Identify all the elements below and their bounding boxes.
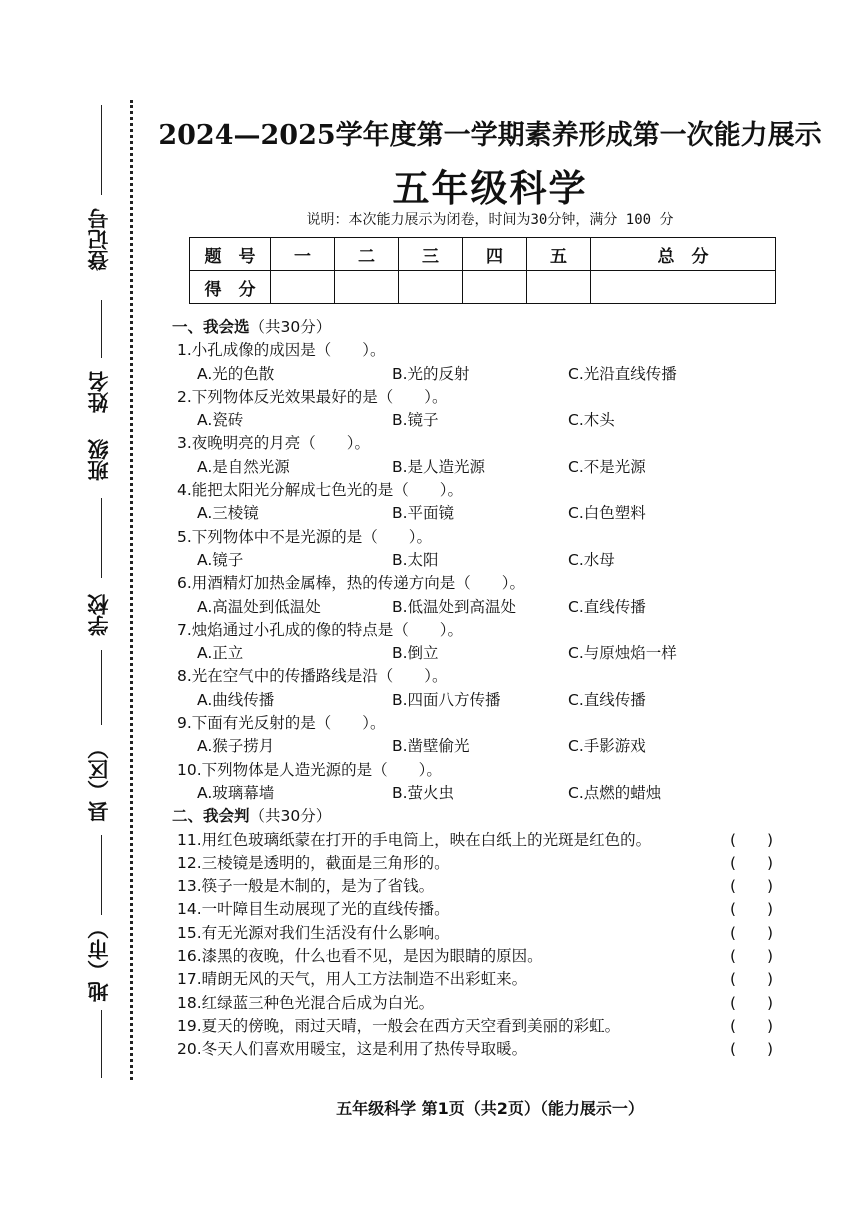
question-content: [172, 316, 792, 1062]
section-2-heading: 二、我会判: [172, 807, 250, 826]
option-row: [172, 782, 792, 805]
county-label: 县（区）: [87, 738, 111, 822]
section-1-points: （共30分）: [249, 318, 332, 336]
option-c[interactable]: C.直线传播: [568, 690, 646, 709]
option-row: [172, 409, 792, 432]
option-row: [172, 363, 792, 386]
option-b[interactable]: B.低温处到高温处: [392, 597, 517, 616]
judge-item: [172, 875, 792, 898]
score-cell[interactable]: [271, 271, 335, 304]
option-row: [172, 735, 792, 758]
score-cell[interactable]: [463, 271, 527, 304]
score-header-cell: 二: [335, 238, 399, 271]
score-header-total: 总 分: [591, 238, 776, 271]
option-c[interactable]: C.点燃的蜡烛: [568, 783, 662, 802]
score-row-label: 得 分: [190, 271, 271, 304]
judge-statement: 14.一叶障目生动展现了光的直线传播。: [177, 900, 450, 919]
option-a[interactable]: A.镜子: [197, 550, 244, 569]
class-label: 班级: [87, 439, 111, 481]
option-b[interactable]: B.凿壁偷光: [392, 737, 470, 756]
judge-statement: 11.用红色玻璃纸蒙在打开的手电筒上，映在白纸上的光斑是红色的。: [177, 830, 652, 849]
option-a[interactable]: A.瓷砖: [197, 411, 244, 430]
question-stem: 1.小孔成像的成因是（ ）。: [177, 341, 386, 360]
option-row: [172, 642, 792, 665]
answer-parentheses[interactable]: ( ): [730, 877, 774, 896]
city-blank[interactable]: [101, 1010, 102, 1078]
judge-statement: 12.三棱镜是透明的，截面是三角形的。: [177, 853, 450, 872]
judge-item: [172, 922, 792, 945]
option-row: [172, 456, 792, 479]
judge-statement: 13.筷子一般是木制的，是为了省钱。: [177, 877, 435, 896]
answer-parentheses[interactable]: ( ): [730, 993, 774, 1012]
answer-parentheses[interactable]: ( ): [730, 923, 774, 942]
judge-statement: 20.冬天人们喜欢用暖宝，这是利用了热传导取暖。: [177, 1040, 528, 1059]
option-c[interactable]: C.木头: [568, 411, 615, 430]
judge-item: [172, 945, 792, 968]
option-a[interactable]: A.正立: [197, 644, 244, 663]
option-c[interactable]: C.与原烛焰一样: [568, 644, 677, 663]
school-label: 学校: [87, 594, 111, 636]
section-2-title: [172, 805, 792, 828]
judge-item: [172, 1015, 792, 1038]
option-c[interactable]: C.直线传播: [568, 597, 646, 616]
question-stem: 5.下列物体中不是光源的是（ ）。: [177, 527, 433, 546]
true-false-list: [172, 829, 792, 1062]
option-c[interactable]: C.水母: [568, 550, 615, 569]
score-header-cell: 三: [399, 238, 463, 271]
subject-title: 五年级科学: [392, 166, 588, 210]
name-label: 姓名: [87, 371, 111, 413]
option-row: [172, 502, 792, 525]
judge-statement: 17.晴朗无风的天气，用人工方法制造不出彩虹来。: [177, 970, 528, 989]
judge-item: [172, 898, 792, 921]
score-header-cell: 四: [463, 238, 527, 271]
option-b[interactable]: B.光的反射: [392, 364, 470, 383]
registration-blank[interactable]: [101, 105, 102, 195]
school-blank[interactable]: [101, 650, 102, 725]
option-a[interactable]: A.玻璃幕墙: [197, 783, 275, 802]
option-c[interactable]: C.光沿直线传播: [568, 364, 677, 383]
score-value-row: [190, 271, 776, 304]
answer-parentheses[interactable]: ( ): [730, 947, 774, 966]
judge-statement: 16.漆黑的夜晚，什么也看不见，是因为眼睛的原因。: [177, 947, 543, 966]
option-row: [172, 549, 792, 572]
binding-dotted-line: [130, 100, 133, 1080]
option-b[interactable]: B.平面镜: [392, 504, 455, 523]
exam-title: 2024—2025学年度第一学期素养形成第一次能力展示: [158, 120, 822, 151]
question-stem: 8.光在空气中的传播路线是沿（ ）。: [177, 667, 448, 686]
option-a[interactable]: A.曲线传播: [197, 690, 275, 709]
registration-label: 登记号: [87, 208, 111, 272]
score-header-cell: 一: [271, 238, 335, 271]
page-footer: 五年级科学 第1页（共2页）（能力展示一）: [336, 1099, 644, 1118]
score-header-label: 题 号: [190, 238, 271, 271]
score-cell[interactable]: [527, 271, 591, 304]
judge-item: [172, 968, 792, 991]
option-row: [172, 596, 792, 619]
section-2-points: （共30分）: [249, 807, 332, 826]
exam-note: 说明：本次能力展示为闭卷，时间为30分钟，满分 100 分: [306, 212, 674, 228]
option-a[interactable]: A.是自然光源: [197, 457, 290, 476]
question-stem: 6.用酒精灯加热金属棒，热的传递方向是（ ）。: [177, 574, 526, 593]
score-total-cell[interactable]: [591, 271, 776, 304]
section-1-title: [172, 316, 792, 339]
judge-statement: 19.夏天的傍晚，雨过天晴，一般会在西方天空看到美丽的彩虹。: [177, 1016, 621, 1035]
option-row: [172, 689, 792, 712]
score-header-row: [190, 238, 776, 271]
option-b[interactable]: B.倒立: [392, 644, 439, 663]
judge-item: [172, 992, 792, 1015]
answer-parentheses[interactable]: ( ): [730, 830, 774, 849]
answer-parentheses[interactable]: ( ): [730, 1040, 774, 1059]
judge-item: [172, 829, 792, 852]
option-b[interactable]: B.四面八方传播: [392, 690, 501, 709]
class-blank[interactable]: [101, 498, 102, 578]
option-a[interactable]: A.猴子捞月: [197, 737, 275, 756]
score-table: [189, 237, 776, 304]
question-stem: 4.能把太阳光分解成七色光的是（ ）。: [177, 481, 464, 500]
option-b[interactable]: B.萤火虫: [392, 783, 455, 802]
option-b[interactable]: B.镜子: [392, 411, 439, 430]
multiple-choice-list: [172, 339, 792, 805]
answer-parentheses[interactable]: ( ): [730, 900, 774, 919]
question-stem: 7.烛焰通过小孔成的像的特点是（ ）。: [177, 620, 464, 639]
score-header-cell: 五: [527, 238, 591, 271]
score-cell[interactable]: [335, 271, 399, 304]
answer-parentheses[interactable]: ( ): [730, 970, 774, 989]
answer-parentheses[interactable]: ( ): [730, 1016, 774, 1035]
option-a[interactable]: A.高温处到低温处: [197, 597, 321, 616]
option-a[interactable]: A.三棱镜: [197, 504, 259, 523]
score-cell[interactable]: [399, 271, 463, 304]
name-blank[interactable]: [101, 300, 102, 358]
section-1-heading: 一、我会选: [172, 318, 250, 336]
option-a[interactable]: A.光的色散: [197, 364, 275, 383]
judge-statement: 18.红绿蓝三种色光混合后成为白光。: [177, 993, 435, 1012]
option-b[interactable]: B.太阳: [392, 550, 439, 569]
county-blank[interactable]: [101, 835, 102, 915]
question-stem: 3.夜晚明亮的月亮（ ）。: [177, 434, 371, 453]
answer-parentheses[interactable]: ( ): [730, 853, 774, 872]
question-stem: 2.下列物体反光效果最好的是（ ）。: [177, 387, 448, 406]
judge-item: [172, 1038, 792, 1061]
judge-item: [172, 852, 792, 875]
option-b[interactable]: B.是人造光源: [392, 457, 486, 476]
question-stem: 10.下列物体是人造光源的是（ ）。: [177, 760, 442, 779]
judge-statement: 15.有无光源对我们生活没有什么影响。: [177, 923, 450, 942]
option-c[interactable]: C.手影游戏: [568, 737, 646, 756]
option-c[interactable]: C.不是光源: [568, 457, 646, 476]
question-stem: 9.下面有光反射的是（ ）。: [177, 714, 386, 733]
city-label: 地（市）: [87, 918, 111, 1002]
option-c[interactable]: C.白色塑料: [568, 504, 646, 523]
